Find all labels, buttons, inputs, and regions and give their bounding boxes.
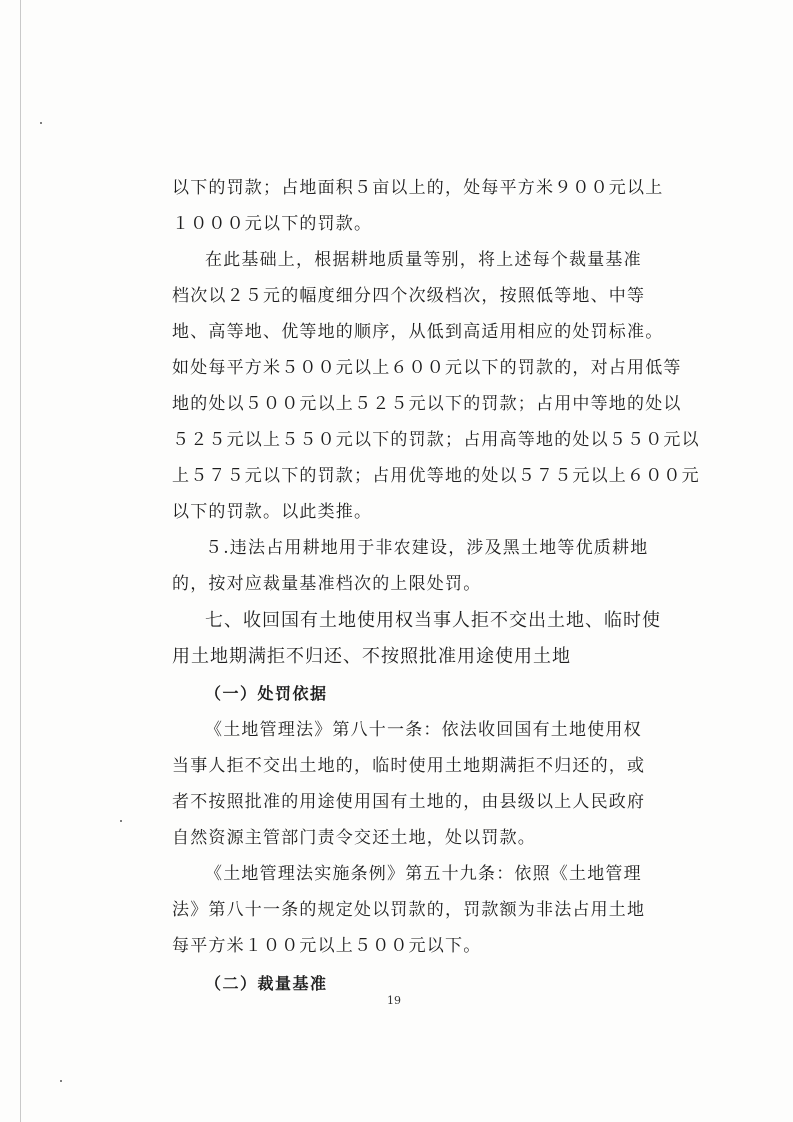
section-heading-continued: 用土地期满拒不归还、不按照批准用途使用土地 (172, 646, 571, 667)
body-line: 每平方米１００元以上５００元以下。 (172, 936, 482, 956)
paragraph-start: 《土地管理法》第八十一条：依法收回国有土地使用权 (205, 720, 642, 740)
body-line: 者不按照批准的用途使用国有土地的，由县级以上人民政府 (172, 792, 646, 812)
body-line: 以下的罚款。以此类推。 (172, 502, 373, 522)
body-line: ５２５元以上５５０元以下的罚款；占用高等地的处以５５０元以 (172, 430, 700, 450)
body-line: 当事人拒不交出土地的，临时使用土地期满拒不归还的，或 (172, 756, 646, 776)
paragraph-start: 《土地管理法实施条例》第五十九条：依照《土地管理 (205, 864, 642, 884)
body-line: 以下的罚款；占地面积５亩以上的，处每平方米９００元以上 (172, 178, 664, 198)
paragraph-start: ５.违法占用耕地用于非农建设，涉及黑土地等优质耕地 (205, 538, 649, 558)
binding-edge-line (20, 0, 21, 1122)
body-line: 自然资源主管部门责令交还土地，处以罚款。 (172, 828, 536, 848)
paragraph-start: 在此基础上，根据耕地质量等别，将上述每个裁量基准 (205, 250, 642, 270)
scan-speck (120, 820, 122, 822)
body-line: 的，按对应裁量基准档次的上限处罚。 (172, 574, 482, 594)
body-line: 地、高等地、优等地的顺序，从低到高适用相应的处罚标准。 (172, 322, 664, 342)
scan-speck (40, 122, 42, 124)
body-line: 上５７５元以下的罚款；占用优等地的处以５７５元以上６００元 (172, 466, 700, 486)
page-number: 19 (387, 994, 401, 1007)
body-line: 地的处以５００元以上５２５元以下的罚款；占用中等地的处以 (172, 394, 682, 414)
body-line: 档次以２５元的幅度细分四个次级档次，按照低等地、中等 (172, 286, 646, 306)
subheading-penalty-basis: （一）处罚依据 (205, 684, 328, 703)
section-heading: 七、收回国有土地使用权当事人拒不交出土地、临时使 (205, 610, 661, 631)
body-line: 如处每平方米５００元以上６００元以下的罚款的，对占用低等 (172, 358, 682, 378)
body-line: １０００元以下的罚款。 (172, 214, 373, 234)
scan-speck (60, 1080, 62, 1082)
body-line: 法》第八十一条的规定处以罚款的，罚款额为非法占用土地 (172, 900, 646, 920)
subheading-discretion-standard: （二）裁量基准 (205, 974, 328, 993)
